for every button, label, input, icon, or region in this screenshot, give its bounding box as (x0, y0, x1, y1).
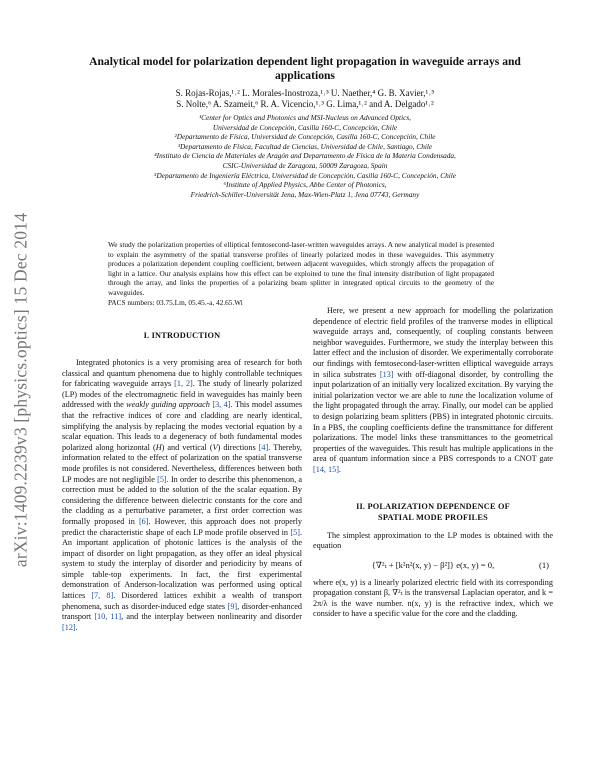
intro-paragraph-1: Integrated photonics is a very promising area of research for both classical and quantum phenomena due to highly controllable techniques for fabricating waveguide arrays [1, 2]. The study of linearly polarized (LP) modes of the electromagnetic field in waveguides has mainly been addressed with the weakly guiding approach [3, 4]. This model assumes that the refractive indices of core and cladding are nearly identical, simplifying the analysis by replacing the modes vectorial equation by a scalar equation. This leads to a degeneracy of both fundamental modes polarized along horizontal (H) and vertical (V) directions [4]. Thereby, information related to the effect of polarization on the spatial transverse mode profiles is not considered. Nevertheless, differences between both LP modes are not negligible [5]. In order to describe this phenomenon, a correction must be added to the solution of the the scalar equation. By considering the difference between dielectric constants for the core and the cladding as a perturbative parameter, a first order correction was formally proposed in [6]. However, this approach does not properly predict the characteristic shape of each LP mode profile observed in [5]. An important application of photonic lattices is the analysis of the impact of disorder on light propagation, as they offer an ideal physical system to study the interplay of disorder and periodicity by means of simple table-top experiments. In fact, the first experimental demonstration of Anderson-localization was performed using optical lattices [7, 8]. Disordered lattices exhibit a wealth of transport phenomena, such as disorder-induced edge states [9], disorder-enhanced transport [10, 11], and the interplay between nonlinearity and disorder [12]. (62, 358, 303, 632)
citation-link[interactable]: [13] (379, 369, 394, 379)
citation-link[interactable]: [9] (227, 601, 238, 611)
pacs-numbers: PACS numbers: 03.75.Lm, 05.45.-a, 42.65.Wi (108, 298, 243, 307)
affiliation-line: ⁴Instituto de Ciencia de Materiales de Aragón and Departamento de Física de la Materia Condensada, (154, 151, 456, 161)
equation-1 (313, 559, 553, 571)
equation-number: (1) (538, 559, 549, 570)
affiliation-line: Friedrich-Schiller-Universität Jena, Max-Wien-Platz 1, Jena 07743, Germany (190, 189, 420, 199)
left-column (62, 330, 302, 633)
citation-link[interactable]: [14, 15] (313, 464, 339, 474)
author-line: S. Rojas-Rojas,¹˒² L. Morales-Inostroza,¹˒³ U. Naether,⁴ G. B. Xavier,¹˒⁵ (175, 88, 435, 98)
citation-link[interactable]: [4] (258, 442, 269, 452)
equation-body: {∇²ₜ + [k²n²(x, y) − β²]} e(x, y) = 0, (371, 559, 495, 570)
author-list (70, 88, 540, 110)
citation-link[interactable]: [1, 2] (174, 379, 193, 389)
affiliation-line: ⁵Departamento de Ingeniería Eléctrica, Universidad de Concepción, Casilla 160-C, Concepción, Chile (153, 170, 457, 180)
citation-link[interactable]: [3, 4] (212, 400, 231, 410)
affiliation-line: CSIC-Universidad de Zaragoza, 50009 Zaragoza, Spain (222, 160, 388, 170)
affiliation-line: ²Departamento de Física, Universidad de Concepción, Casilla 160-C, Concepción, Chile (174, 132, 436, 142)
section2-paragraph-2: where e(x, y) is a linearly polarized electric field with its corresponding propagation constant β, ∇²ₜ is the transversal Laplacian operator, and k = 2π/λ is the wave number. n(x, y) is the refractive index, which we consider to have a specific value for the core and the cladding. (313, 577, 553, 619)
citation-link[interactable]: [12] (62, 622, 76, 632)
affiliation-line: Universidad de Concepción, Casilla 160-C, Concepción, Chile (212, 122, 398, 132)
affiliation-line: ¹Center for Optics and Photonics and MSI-Nucleus on Advanced Optics, (198, 113, 411, 122)
affiliation-line: ³Departamento de Física, Facultad de Ciencias, Universidad de Chile, Santiago, Chile (177, 141, 433, 151)
right-column (313, 306, 553, 620)
section-heading-polarization: II. POLARIZATION DEPENDENCE OF SPATIAL MODE PROFILES (356, 501, 510, 522)
author-line: S. Nolte,⁶ A. Szameit,⁶ R. A. Vicencio,¹˒³ G. Lima,¹˒² and A. Delgado¹˒² (176, 99, 434, 110)
citation-link[interactable]: [5] (290, 527, 300, 537)
arxiv-side-label (4, 190, 38, 590)
section2-paragraph-1: The simplest approximation to the LP modes is obtained with the equation (313, 530, 553, 551)
paper-title: Analytical model for polarization dependent light propagation in waveguide arrays and applications (89, 55, 521, 82)
citation-link[interactable]: [6] (138, 516, 149, 526)
affiliations (70, 113, 540, 199)
citation-link[interactable]: [10, 11] (94, 612, 122, 622)
abstract: We study the polarization properties of elliptical femtosecond-laser-written waveguides arrays. A new analytical model is presented to explain the asymmetry of the spatial transverse profiles of linearly polarized modes in these waveguides. This asymmetry produces a polarization dependent coupling coefficient, between adjacent waveguides, which strongly affects the propagation of light in a lattice. Our analysis explains how this effect can be exploited to tune the final intensity distribution of light propagated through the array, and links the properties of a polarizing beam splitter in integrated optical circuits to the geometry of the waveguides. (108, 240, 494, 297)
arxiv-identifier: arXiv:1409.2239v3 [physics.optics] 15 Dec 2014 (10, 212, 31, 568)
intro-paragraph-2: Here, we present a new approach for modelling the polarization dependence of electric field profiles of the tranverse modes in elliptical waveguide arrays and, consequently, of coupling constants between neighbor waveguides. Furthermore, we study the interplay between this latter effect and the inclusion of disorder. We experimentally corroborate our findings with femtosecond-laser-written elliptical waveguide arrays in silica substrates [13] with off-diagonal disorder, by controlling the input polarization of an initially very localized excitation. By varying the initial polarization vector we are able to tune the localization volume of the light propagated through the array. Finally, our model can be applied to design polarizing beam splitters (PBS) in integrated photonic circuits. In a PBS, the coupling coefficients define the transmittance for different polarizations. The model links these transmittances to the geometrical properties of the waveguides. This result has multiple applications in the area of quantum information since a PBS corresponds to a CNOT gate [14, 15]. (313, 306, 554, 474)
citation-link[interactable]: [7, 8] (91, 591, 114, 601)
citation-link[interactable]: [5] (157, 474, 167, 484)
section-heading-introduction: I. INTRODUCTION (143, 331, 221, 340)
affiliation-line: ⁶Institute of Applied Physics, Abbe Center of Photonics, (223, 180, 387, 190)
